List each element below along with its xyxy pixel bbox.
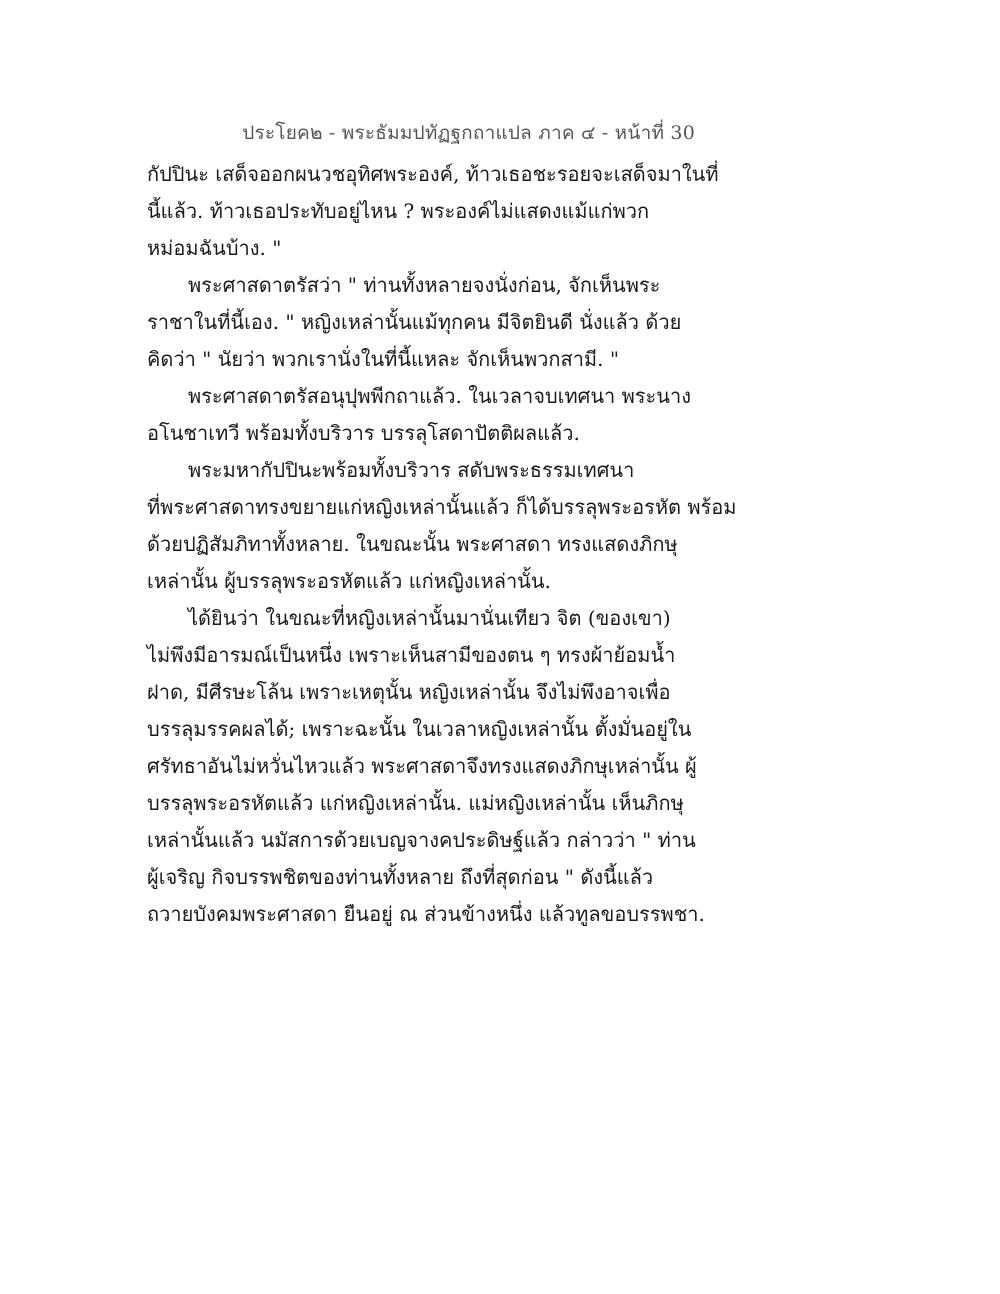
- body-text: [147, 156, 737, 933]
- text-line: ราชาในที่นี้เอง. " หญิงเหล่านั้นแม้ทุกคน มีจิตยินดี นั่งแล้ว ด้วย: [147, 310, 682, 334]
- text-line: พระมหากัปปินะพร้อมทั้งบริวาร สดับพระธรรมเทศนา: [188, 458, 635, 482]
- text-line: เหล่านั้นแล้ว นมัสการด้วยเบญจางคประดิษฐ์แล้ว กล่าวว่า " ท่าน: [147, 828, 696, 852]
- text-line: ได้ยินว่า ในขณะที่หญิงเหล่านั้นมานั่นเทียว จิต (ของเขา): [188, 606, 671, 630]
- text-line: ฝาด, มีศีรษะโล้น เพราะเหตุนั้น หญิงเหล่านั้น จึงไม่พึงอาจเพื่อ: [147, 680, 671, 704]
- text-line: พระศาสดาตรัสอนุปุพพีกถาแล้ว. ในเวลาจบเทศนา พระนาง: [188, 384, 691, 408]
- text-line: ด้วยปฏิสัมภิทาทั้งหลาย. ในขณะนั้น พระศาสดา ทรงแสดงภิกษุ: [147, 532, 678, 556]
- text-line: เหล่านั้น ผู้บรรลุพระอรหัตแล้ว แก่หญิงเหล่านั้น.: [147, 569, 551, 593]
- text-line: หม่อมฉันบ้าง. ": [147, 236, 282, 260]
- text-line: พระศาสดาตรัสว่า " ท่านทั้งหลายจงนั่งก่อน, จักเห็นพระ: [188, 273, 661, 297]
- text-line: ผู้เจริญ กิจบรรพชิตของท่านทั้งหลาย ถึงที่สุดก่อน " ดังนี้แล้ว: [147, 865, 654, 889]
- text-line: นี้แล้ว. ท้าวเธอประทับอยู่ไหน ? พระองค์ไม่แสดงแม้แก่พวก: [147, 199, 650, 223]
- text-line: ถวายบังคมพระศาสดา ยืนอยู่ ณ ส่วนข้างหนึ่ง แล้วทูลขอบรรพชา.: [147, 902, 705, 926]
- text-line: บรรลุมรรคผลได้; เพราะฉะนั้น ในเวลาหญิงเหล่านั้น ตั้งมั่นอยู่ใน: [147, 717, 692, 741]
- running-header: ประโยค๒ - พระธัมมปทัฏฐกถาแปล ภาค ๔ - หน้าที่ 30: [242, 122, 695, 144]
- text-line: กัปปินะ เสด็จออกผนวชอุทิศพระองค์, ท้าวเธอชะรอยจะเสด็จมาในที่: [147, 162, 719, 186]
- text-line: ที่พระศาสดาทรงขยายแก่หญิงเหล่านั้นแล้ว ก็ได้บรรลุพระอรหัต พร้อม: [147, 495, 737, 519]
- text-line: คิดว่า " นัยว่า พวกเรานั่งในที่นี้แหละ จักเห็นพวกสามี. ": [147, 347, 620, 371]
- text-line: บรรลุพระอรหัตแล้ว แก่หญิงเหล่านั้น. แม่หญิงเหล่านั้น เห็นภิกษุ: [147, 791, 684, 815]
- text-line: ไม่พึงมีอารมณ์เป็นหนึ่ง เพราะเห็นสามีของตน ๆ ทรงผ้าย้อมน้ำ: [147, 643, 676, 667]
- text-line: ศรัทธาอันไม่หวั่นไหวแล้ว พระศาสดาจึงทรงแสดงภิกษุเหล่านั้น ผู้: [147, 754, 697, 778]
- text-line: อโนชาเทวี พร้อมทั้งบริวาร บรรลุโสดาปัตติผลแล้ว.: [147, 421, 580, 445]
